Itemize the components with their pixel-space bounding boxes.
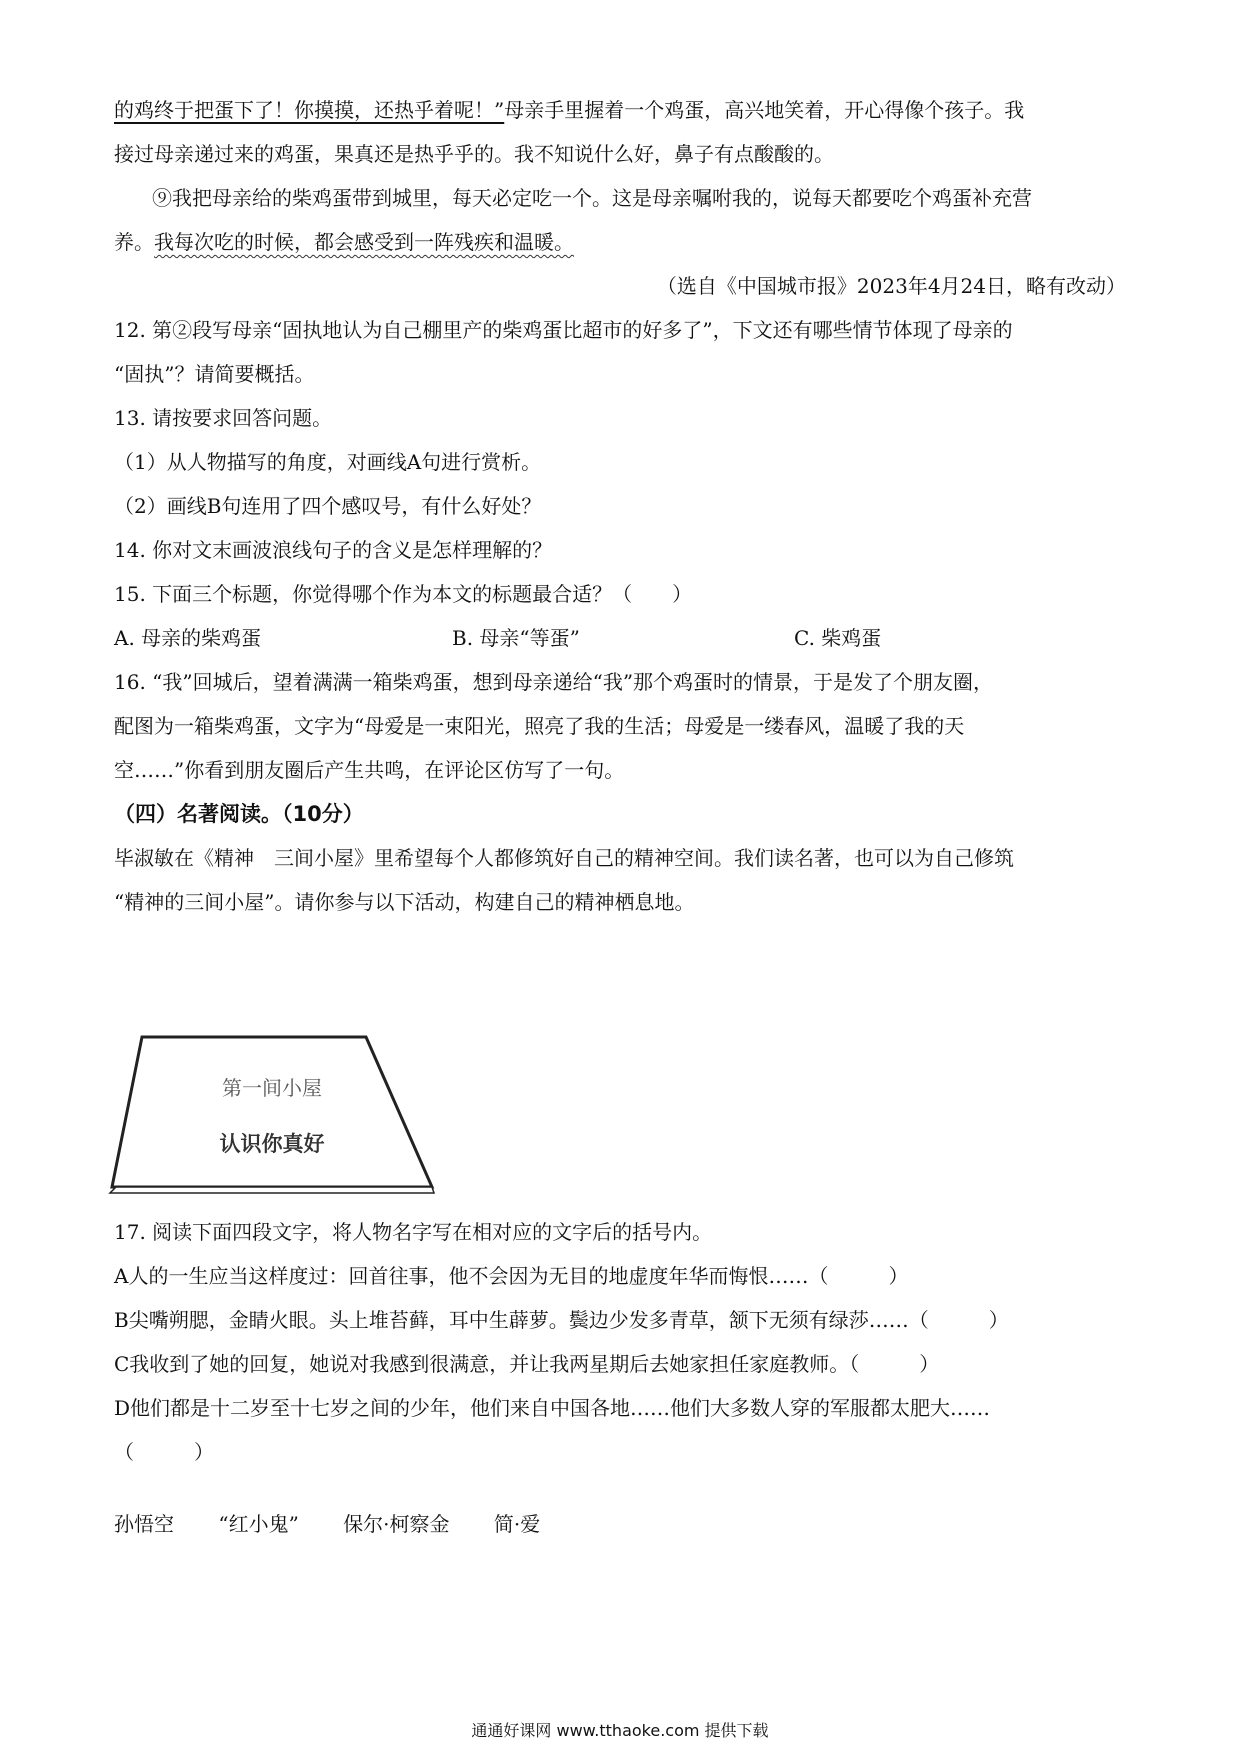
passage-paragraph-9: ⑨我把母亲给的柴鸡蛋带到城里，每天必定吃一个。这是母亲嘱咐我的，说每天都要吃个鸡蛋补充营 [152, 186, 1032, 210]
room-title: 认识你真好 [219, 1132, 325, 1156]
question-16-line-1: 16. “我”回城后，望着满满一箱柴鸡蛋，想到母亲递给“我”那个鸡蛋时的情景，于是发了个朋友圈， [114, 670, 994, 694]
question-14: 14. 你对文末画波浪线句子的含义是怎样理解的？ [114, 538, 553, 562]
question-13: 13. 请按要求回答问题。 [114, 406, 333, 430]
name-option: 简·爱 [493, 1512, 541, 1536]
question-12-line-1: 12. 第②段写母亲“固执地认为自己棚里产的柴鸡蛋比超市的好多了”，下文还有哪些情节体现了母亲的 [114, 318, 1013, 342]
section-heading: （四）名著阅读。（10分） [114, 802, 364, 826]
name-option: 保尔·柯察金 [343, 1512, 450, 1536]
question-12-line-2: “固执”？请简要概括。 [114, 362, 315, 386]
passage-text: 母亲手里握着一个鸡蛋，高兴地笑着，开心得像个孩子。我 [504, 98, 1025, 122]
q17-passage-d-blank: （ ） [114, 1440, 214, 1464]
source-citation: （选自《中国城市报》2023年4月24日，略有改动） [656, 274, 1126, 298]
q17-passage-c: C我收到了她的回复，她说对我感到很满意，并让我两星期后去她家担任家庭教师。（ ） [114, 1352, 940, 1376]
q17-passage-b: B尖嘴朔腮，金睛火眼。头上堆苔藓，耳中生薜萝。鬓边少发多青草，颔下无须有绿莎……（ ） [114, 1308, 1009, 1332]
name-option: 孙悟空 [114, 1512, 174, 1536]
character-names [114, 1510, 578, 1538]
q17-passage-d: D他们都是十二岁至十七岁之间的少年，他们来自中国各地……他们大多数人穿的军服都太肥大…… [114, 1396, 991, 1420]
room-label: 第一间小屋 [222, 1078, 322, 1100]
page-footer: 通通好课网 www.tthaoke.com 提供下载 [471, 1721, 769, 1740]
section-intro-line-2: “精神的三间小屋”。请你参与以下活动，构建自己的精神栖息地。 [114, 890, 695, 914]
passage-text: 养。 [114, 230, 154, 254]
q15-option-c: C. 柴鸡蛋 [794, 626, 882, 650]
question-15: 15. 下面三个标题，你觉得哪个作为本文的标题最合适？（ ） [114, 582, 693, 606]
room-trapezoid [112, 1037, 432, 1187]
question-16-line-2: 配图为一箱柴鸡蛋，文字为“母爱是一束阳光，照亮了我的生活；母爱是一缕春风，温暖了我的天 [114, 714, 965, 738]
passage-line-2: 接过母亲递过来的鸡蛋，果真还是热乎乎的。我不知说什么好，鼻子有点酸酸的。 [114, 142, 834, 166]
question-16-line-3: 空……”你看到朋友圈后产生共鸣，在评论区仿写了一句。 [114, 758, 625, 782]
passage-line-1 [114, 96, 1024, 124]
q15-option-b: B. 母亲“等蛋” [452, 626, 580, 650]
question-17: 17. 阅读下面四段文字，将人物名字写在相对应的文字后的括号内。 [114, 1220, 713, 1244]
passage-line-4 [114, 228, 574, 256]
question-13-part-1: （1）从人物描写的角度，对画线A句进行赏析。 [114, 450, 542, 474]
room-base [110, 1187, 434, 1193]
question-13-part-2: （2）画线B句连用了四个感叹号，有什么好处？ [114, 494, 542, 518]
wavy-underlined-sentence: 我每次吃的时候，都会感受到一阵残疾和温暖。 [154, 230, 574, 254]
q17-passage-a: A人的一生应当这样度过：回首往事，他不会因为无目的地虚度年华而悔恨……（ ） [114, 1264, 909, 1288]
name-option: “红小鬼” [218, 1512, 299, 1536]
section-intro-line-1: 毕淑敏在《精神 三间小屋》里希望每个人都修筑好自己的精神空间。我们读名著，也可以为自己修筑 [114, 846, 1014, 870]
q15-option-a: A. 母亲的柴鸡蛋 [114, 626, 262, 650]
first-room-diagram [108, 1035, 438, 1195]
underlined-sentence-b: 的鸡终于把蛋下了！你摸摸，还热乎着呢！” [114, 98, 505, 122]
